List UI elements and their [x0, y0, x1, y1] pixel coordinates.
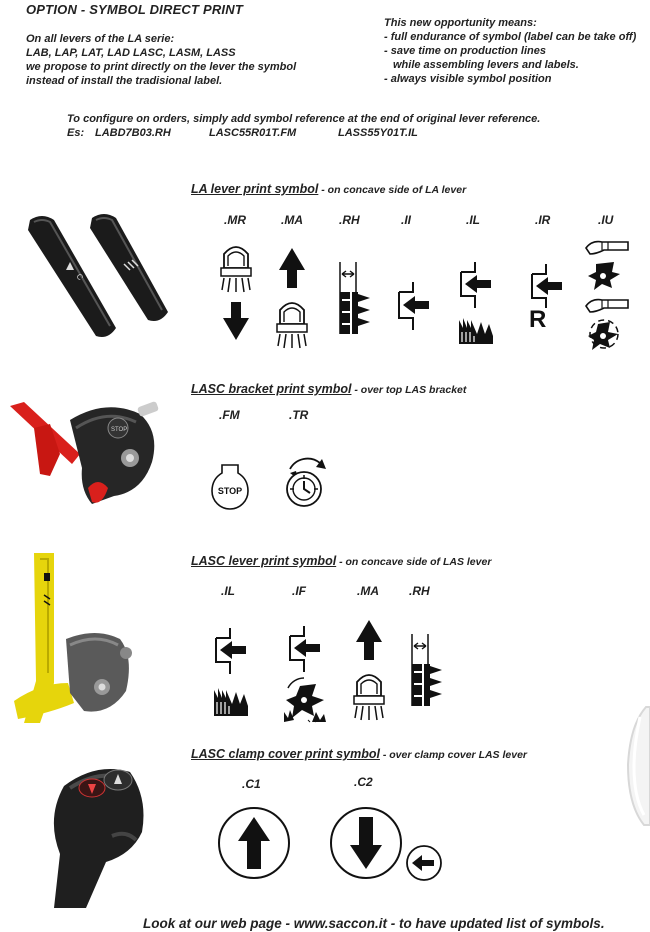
la-code-iu: .IU: [598, 213, 614, 227]
timer-rotate-icon: [282, 455, 332, 510]
la-code-ir: .IR: [535, 213, 551, 227]
config-example-1: LABD7B03.RH: [95, 127, 171, 139]
ir-reverse-letter: R: [529, 306, 547, 333]
intro-line-3: we propose to print directly on the lever the symbol: [26, 61, 297, 73]
lasc-code-il: .IL: [221, 584, 235, 598]
benefits-line-4: while assembling levers and labels.: [393, 59, 579, 71]
la-section-subtitle: - on concave side of LA lever: [318, 184, 467, 196]
la-section-title: LA lever print symbol: [191, 182, 319, 196]
lasc-bracket-photo: [10, 392, 170, 522]
circle-down-arrow-icon: [328, 805, 404, 881]
bracket-code-tr: .TR: [289, 408, 309, 422]
lasc-section-heading: [191, 554, 491, 568]
footer-web-link: Look at our web page - www.saccon.it - to have updated list of symbols.: [143, 916, 605, 931]
benefits-line-2: - full endurance of symbol (label can be take off): [384, 31, 637, 43]
machine-down-arrow-icon: [218, 240, 254, 345]
svg-text:STOP: STOP: [111, 427, 128, 433]
intro-line-2: LAB, LAP, LAT, LAD LASC, LASM, LASS: [26, 47, 236, 59]
la-lever-photo: [20, 210, 180, 340]
stop-label: STOP: [217, 486, 243, 496]
circle-left-arrow-icon: [404, 843, 444, 883]
lasc-up-arrow-machine-icon: [351, 620, 387, 725]
arrow-bracket-grass-icon: [457, 262, 497, 347]
intro-line-4: instead of install the tradisional label.: [26, 75, 223, 87]
benefits-line-3: - save time on production lines: [384, 45, 546, 57]
clamp-section-subtitle: - over clamp cover LAS lever: [379, 749, 528, 761]
bracket-code-fm: .FM: [219, 408, 240, 422]
clamp-code-c1: .C1: [242, 777, 261, 791]
lasc-code-ma: .MA: [357, 584, 379, 598]
lasc-code-if: .IF: [292, 584, 306, 598]
la-section-heading: [191, 182, 466, 196]
config-es-label: Es:: [67, 127, 85, 139]
lasc-section-subtitle: - on concave side of LAS lever: [336, 556, 492, 568]
bracket-section-heading: [191, 382, 466, 396]
lasc-width-adjust-icon: [410, 634, 446, 709]
svg-text:C: C: [74, 271, 86, 282]
clamp-code-c2: .C2: [354, 775, 373, 789]
config-example-2: LASC55R01T.FM: [209, 127, 297, 139]
benefits-line-5: - always visible symbol position: [384, 73, 552, 85]
clamp-cover-photo: [26, 758, 154, 908]
width-adjust-icon: [338, 262, 374, 337]
la-code-ma: .MA: [281, 213, 303, 227]
arrow-into-bracket-icon: [397, 282, 437, 332]
page-title: OPTION - SYMBOL DIRECT PRINT: [26, 2, 243, 17]
arrow-bracket-rotor-icon: [282, 624, 328, 724]
la-code-mr: .MR: [224, 213, 246, 227]
la-code-rh: .RH: [339, 213, 360, 227]
clamp-section-heading: [191, 747, 527, 761]
clamp-section-title: LASC clamp cover print symbol: [191, 747, 380, 761]
lasc-lever-photo: [10, 553, 140, 733]
config-line: To configure on orders, simply add symbol reference at the end of original lever reference.: [67, 113, 541, 125]
lasc-code-rh: .RH: [409, 584, 430, 598]
white-lever-photo: [620, 705, 650, 830]
lasc-section-title: LASC lever print symbol: [191, 554, 337, 568]
up-arrow-machine-icon: [274, 248, 310, 353]
bracket-section-title: LASC bracket print symbol: [191, 382, 352, 396]
la-code-il: .IL: [466, 213, 480, 227]
config-example-3: LASS55Y01T.IL: [338, 127, 418, 139]
circle-up-arrow-icon: [216, 805, 292, 881]
intro-line-1: On all levers of the LA serie:: [26, 33, 175, 45]
bracket-section-subtitle: - over top LAS bracket: [351, 384, 467, 396]
lasc-arrow-bracket-grass-icon: [212, 628, 252, 718]
benefits-line-1: This new opportunity means:: [384, 17, 537, 29]
hand-rotor-icon: [584, 236, 632, 354]
la-code-ii: .II: [401, 213, 412, 227]
